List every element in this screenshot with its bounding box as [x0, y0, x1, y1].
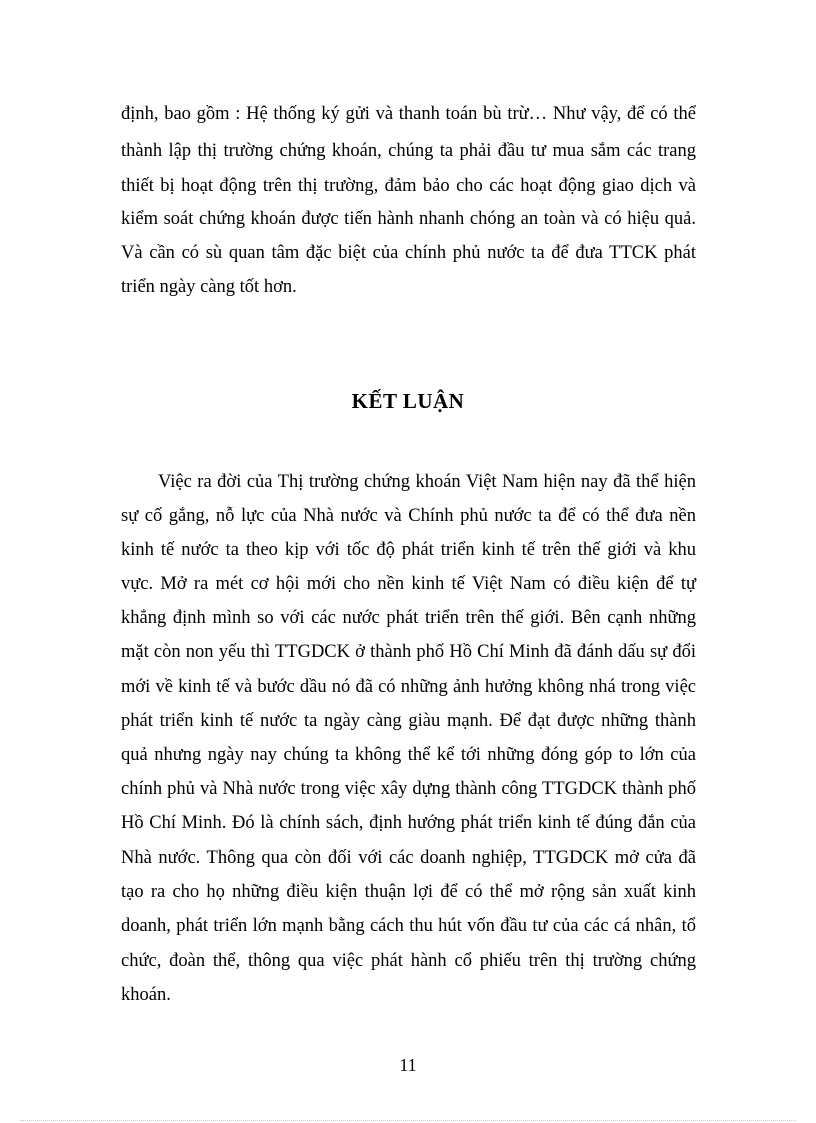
page-number: 11 — [399, 1055, 417, 1075]
paragraph-line: sự cố gắng, nỗ lực của Nhà nước và Chính phủ nước ta để có thể đưa nền — [121, 506, 696, 526]
paragraph-line: phát triển kinh tế nước ta ngày càng giàu mạnh. Để đạt được những thành — [121, 711, 696, 731]
paragraph-line: chức, đoàn thể, thông qua việc phát hành cổ phiếu trên thị trường chứng — [121, 951, 696, 971]
paragraph-line: khẳng định mình so với các nước phát triển trên thế giới. Bên cạnh những — [121, 608, 696, 628]
paragraph-line: triển ngày càng tốt hơn. — [121, 277, 297, 297]
paragraph-line: khoán. — [121, 985, 171, 1005]
paragraph-line: thành lập thị trường chứng khoán, chúng ta phải đầu tư mua sắm các trang — [121, 141, 696, 161]
paragraph-line: kiểm soát chứng khoán được tiến hành nhanh chóng an toàn và có hiệu quả. — [121, 209, 696, 229]
paragraph-line: doanh, phát triển lớn mạnh bằng cách thu hút vốn đầu tư của các cá nhân, tổ — [121, 916, 696, 936]
paragraph-line: Hồ Chí Minh. Đó là chính sách, định hướng phát triển kinh tế đúng đắn của — [121, 813, 696, 833]
paragraph-line: kinh tế nước ta theo kịp với tốc độ phát triển kinh tế trên thế giới và khu — [121, 540, 696, 560]
paragraph-line: tạo ra cho họ những điều kiện thuận lợi để có thể mở rộng sản xuất kinh — [121, 882, 696, 902]
paragraph-line: định, bao gồm : Hệ thống ký gửi và thanh toán bù trừ… Như vậy, để có thể — [121, 104, 696, 124]
paragraph-line: Nhà nước. Thông qua còn đối với các doanh nghiệp, TTGDCK mở cửa đã — [121, 848, 696, 868]
paragraph-line: chính phủ và Nhà nước trong việc xây dựng thành công TTGDCK thành phố — [121, 779, 696, 799]
page-edge-divider — [20, 1120, 796, 1121]
paragraph-line: quả nhưng ngày nay chúng ta không thể kể tới những đóng góp to lớn của — [121, 745, 696, 765]
paragraph-line: vực. Mở ra mét cơ hội mới cho nền kinh tế Việt Nam có điều kiện để tự — [121, 574, 696, 594]
paragraph-line: Việc ra đời của Thị trường chứng khoán Việt Nam hiện nay đã thể hiện — [158, 472, 696, 492]
paragraph-line: thiết bị hoạt động trên thị trường, đảm bảo cho các hoạt động giao dịch và — [121, 176, 696, 196]
paragraph-line: mặt còn non yếu thì TTGDCK ở thành phố Hồ Chí Minh đã đánh dấu sự đổi — [121, 642, 696, 662]
paragraph-line: Và cần có sù quan tâm đặc biệt của chính phủ nước ta để đưa TTCK phát — [121, 243, 696, 263]
section-heading: KẾT LUẬN — [351, 389, 465, 413]
paragraph-line: mới về kinh tế và bước dầu nó đã có những ảnh hưởng không nhá trong việc — [121, 677, 696, 697]
